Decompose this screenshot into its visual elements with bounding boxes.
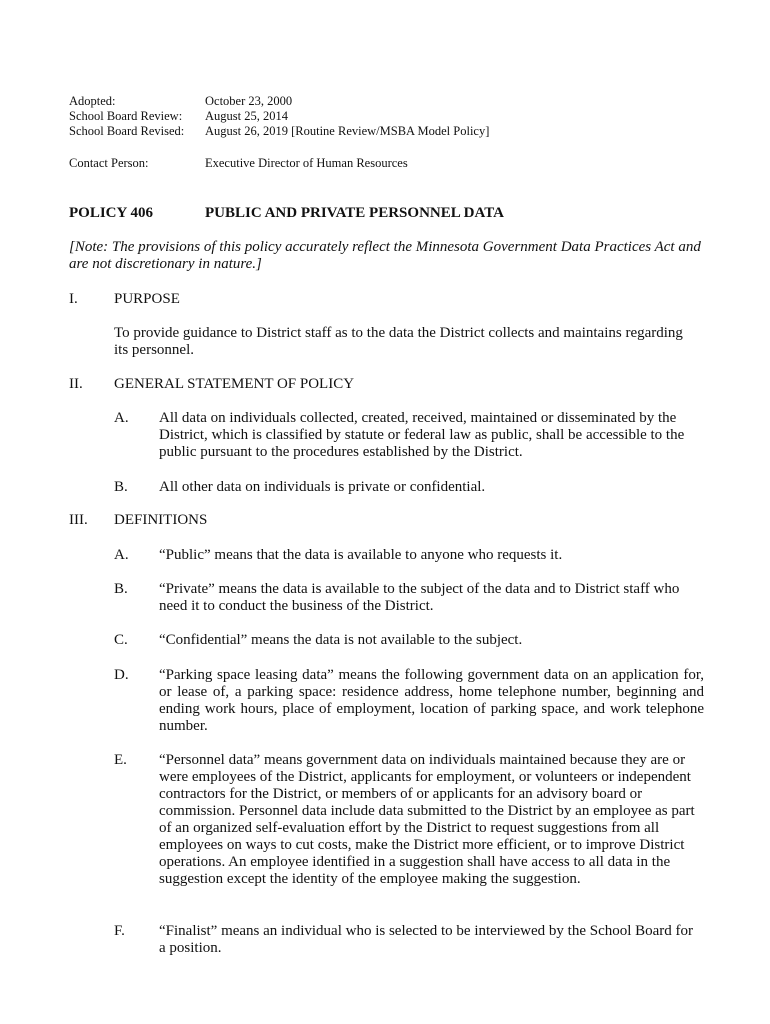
- item-letter: B.: [114, 479, 128, 495]
- adopted-label: Adopted:: [69, 94, 116, 108]
- general-item-b-text: All other data on individuals is private or confidential.: [159, 479, 486, 495]
- review-date: August 25, 2014: [205, 109, 288, 123]
- review-label: School Board Review:: [69, 109, 183, 123]
- section-numeral-definitions: III.: [69, 512, 88, 528]
- item-letter: B.: [114, 581, 128, 597]
- adopted-date: October 23, 2000: [205, 94, 293, 108]
- contact-label: Contact Person:: [69, 156, 149, 170]
- definition-parking-space-leasing-data: “Parking space leasing data” means the following government data on an application for, or lease of, a parking space: residence address, home telephone number, beginning and ending work hours, place of employment, location of parking space, and work telephone number.: [159, 667, 704, 734]
- section-heading-general: GENERAL STATEMENT OF POLICY: [114, 376, 355, 392]
- definition-finalist: “Finalist” means an individual who is selected to be interviewed by the School Board for a position.: [159, 923, 694, 956]
- definition-confidential: “Confidential” means the data is not available to the subject.: [159, 632, 523, 648]
- revised-date: August 26, 2019 [Routine Review/MSBA Model Policy]: [205, 124, 490, 138]
- contact-person: Executive Director of Human Resources: [205, 156, 408, 170]
- policy-title: PUBLIC AND PRIVATE PERSONNEL DATA: [205, 205, 504, 221]
- item-letter: C.: [114, 632, 128, 648]
- revised-label: School Board Revised:: [69, 124, 185, 138]
- section-numeral-general: II.: [69, 376, 83, 392]
- purpose-text: To provide guidance to District staff as to the data the District collects and maintains regarding its personnel.: [114, 325, 683, 358]
- definition-public: “Public” means that the data is available to anyone who requests it.: [159, 547, 563, 563]
- item-letter: D.: [114, 667, 129, 683]
- item-letter: A.: [114, 410, 129, 426]
- section-heading-definitions: DEFINITIONS: [114, 512, 208, 528]
- policy-note: [Note: The provisions of this policy accurately reflect the Minnesota Government Data Practices Act and are not discretionary in nature.]: [69, 239, 701, 272]
- item-letter: A.: [114, 547, 129, 563]
- policy-number: POLICY 406: [69, 205, 154, 221]
- item-letter: E.: [114, 752, 127, 768]
- definition-private: “Private” means the data is available to the subject of the data and to District staff who need it to conduct the business of the District.: [159, 581, 680, 614]
- item-letter: F.: [114, 923, 125, 939]
- section-numeral-purpose: I.: [69, 291, 78, 307]
- general-item-a-text: All data on individuals collected, created, received, maintained or disseminated by the District, which is classified by statute or federal law as public, shall be accessible to the public pursuant to the procedures established by the District.: [159, 410, 685, 460]
- definition-personnel-data: “Personnel data” means government data on individuals maintained because they are or were employees of the District, applicants for employment, or volunteers or independent contractors for the District, or members of or applicants for an advisory board or commission. Personnel data include data submitted to the District by an employee as part of an organized self-evaluation effort by the District to request suggestions from all employees on ways to cut costs, make the District more efficient, or to improve District operations. An employee identified in a suggestion shall have access to all data in the suggestion except the identity of the employee making the suggestion.: [159, 752, 695, 887]
- section-heading-purpose: PURPOSE: [114, 291, 180, 307]
